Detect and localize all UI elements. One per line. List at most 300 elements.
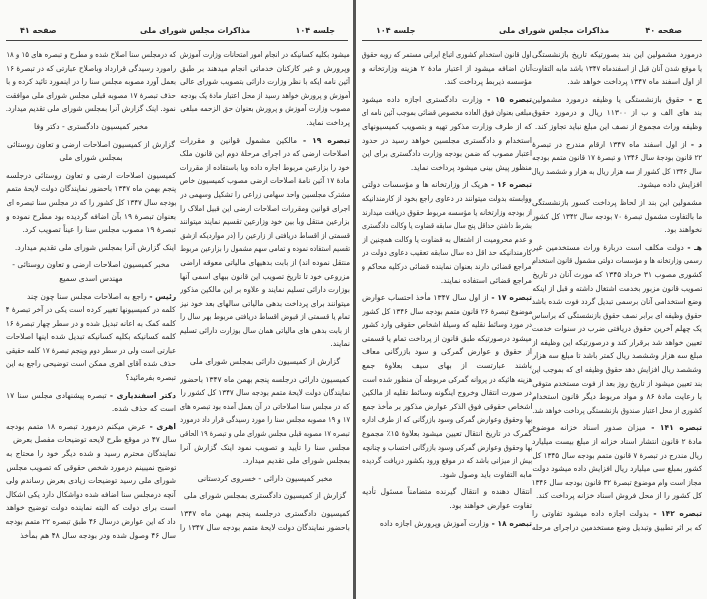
paragraph	[180, 507, 350, 534]
line-text: مجاز است وام موضوع تبصرهٔ ۳۲ قانون بودجه سال ۱۳۴۶	[532, 477, 702, 487]
page-number: صفحه ۴۰	[645, 26, 682, 35]
text-line	[180, 174, 350, 188]
paragraph	[180, 134, 350, 352]
line-text: تفاوت عوارض خواهند بود.	[449, 501, 532, 510]
line-text: انتقال دهنده و انتقال گیرنده متضامناً مسئول تأدیه	[362, 487, 532, 497]
line-text: یا موقع شدن آنان قبل از اسفندماه ۱۳۴۷ باشد مابه التفاوت	[532, 63, 702, 73]
paragraph	[6, 420, 176, 542]
text-line	[532, 322, 702, 336]
line-text: اشخاص حقوقی فوق الذکر عوارض مذکور بر مأخذ جمع	[362, 401, 532, 411]
text-line	[6, 330, 176, 344]
text-line	[180, 188, 350, 202]
line-text: از حقوق و عوارض گمرکی و سود بازرگانی معاف	[362, 347, 532, 357]
session-number: جلسه ۱۰۴	[376, 26, 416, 35]
line-text: وظیفه وراث مجموع از نصف این مبلغ نباید تجاوز کند.	[534, 121, 702, 131]
text-line	[532, 254, 702, 268]
page-header	[10, 26, 345, 38]
line-text: سال ۱۳۴۶ کل کشور از سه هزار ریال به هزار و ششصد ریال	[532, 166, 702, 176]
line-text: گزارش از کمیسیون اصلاحات ارضی و تعاون روستائی	[7, 139, 175, 149]
text-line	[6, 420, 176, 434]
text-line	[6, 402, 176, 416]
text-line	[362, 274, 532, 288]
line-text: میشود درصورتیکه طبق قانون از پرداخت تمام یا قسمتی	[362, 333, 532, 343]
line-text: دولت مکلف است دربارهٔ وراث مستخدمین غیر	[532, 242, 684, 252]
paragraph-lead: تبصره ۱۵ -	[482, 94, 532, 104]
line-text: کشوری از محل اعتبار صندوق بازنشستگی پرداخت خواهد شد.	[532, 405, 702, 415]
line-text: وپرورش و غیر کارکنان خدماتی انجام میدهند بر طبق	[180, 63, 350, 73]
line-text: کشور بمبلغ سی میلیارد ریال افزایش داده میشود دولت	[532, 464, 702, 474]
text-line	[532, 178, 702, 192]
paragraph-lead: د -	[686, 139, 702, 149]
line-text: بوزارت دارائی تسلیم نمایند و علاوه بر این مالکین مذکور	[180, 285, 350, 295]
line-text: تبصره پیشنهادی مجلس سنا ۱۷	[6, 390, 107, 400]
text-line	[180, 161, 350, 175]
text-line	[362, 291, 532, 305]
line-text: بها وحقوق وعوارض گمرکی وسود بازرگانی احتساب و چنانچه	[362, 442, 532, 452]
line-text: باحضور نمایندگان دولت لایحهٔ متمم بودجه سال ۱۳۴۷ را	[180, 522, 350, 532]
text-line	[532, 462, 702, 476]
centered-heading	[6, 258, 176, 285]
line-text: کمیسیون دادگستری درجلسه پنجم بهمن ماه ۱۳۴۷	[180, 509, 350, 518]
text-line	[180, 472, 350, 486]
line-text: تمام یا قسمتی از قبوض اقساط دریافتی مربوط بهر سال را	[180, 312, 350, 322]
text-line	[180, 337, 350, 351]
text-line	[6, 182, 176, 196]
paragraph-lead: تبصره ۱۷ -	[488, 293, 532, 303]
text-line	[180, 310, 350, 324]
line-text: مابه التفاوت باید وصول شود.	[439, 469, 532, 479]
text-line	[362, 62, 532, 76]
line-text: ۲۲ قانون بودجهٔ سال ۱۳۴۶ و تبصرهٔ ۱۷ قانون متمم بودجه	[532, 153, 702, 163]
text-line	[6, 151, 176, 165]
line-text: در صورت انتقال وخروج اینگونه وسائط نقلیه از مالکین	[362, 388, 532, 398]
paragraph-lead: دکتر اسفندیاری -	[106, 390, 176, 400]
line-text: گزارش از کمیسیون دادگستری بمجلس شورای ملی	[183, 491, 347, 501]
line-text: بشرط داشتن حداقل پنج سال سابقه قضاوت یا وکالت دادگستری	[362, 221, 532, 231]
line-text: آموزش و پرورش خواهد رسید از محل اعتبار مادهٔ یک بودجه	[180, 90, 350, 100]
text-line	[362, 192, 532, 206]
text-line	[532, 62, 702, 76]
paragraph	[362, 291, 532, 481]
line-text: بند تعیین میشود از تاریخ روز بعد از فوت مستخدم متوفی	[532, 378, 702, 388]
line-text: مراجع قضائی دارند بعنوان نماینده قضائی درکلیه محاکم و	[362, 261, 532, 271]
line-text: کل کشور را از محل فروش اسناد خزانه پرداخت کند.	[536, 491, 702, 501]
line-text: داد که این عوارض درسال ۴۶ طبق تبصره ۲۲ متمم بودجه	[6, 517, 176, 526]
line-text: ۱۷ و ۱۹ مصوبه مجلس سنا را مورد رسیدگی قرار داد درمورد	[180, 415, 350, 425]
text-line	[180, 256, 350, 270]
text-line	[6, 138, 176, 152]
text-line	[532, 336, 702, 350]
text-line	[532, 165, 702, 179]
line-text: درمورد مشمولین این بند بصورتیکه تاریخ بازنشستگی	[532, 50, 702, 59]
text-line	[6, 223, 176, 237]
text-line	[6, 317, 176, 331]
text-line	[362, 318, 532, 332]
text-line	[362, 93, 532, 107]
text-line	[362, 147, 532, 161]
text-line	[532, 476, 702, 490]
text-line	[532, 363, 702, 377]
text-line	[532, 138, 702, 152]
line-text: سال ۴۶ وصول شده ودر بودجه سال ۴۸ هم بمأخذ	[20, 530, 176, 540]
line-text: آئین نامه ایکه با نظر وزارت دارائی بتصویب شورای عالی	[180, 77, 350, 87]
paragraph	[362, 93, 532, 175]
paragraph	[532, 93, 702, 134]
text-line	[6, 89, 176, 103]
text-line	[180, 75, 350, 89]
text-line	[362, 386, 532, 400]
line-text: وزارت آموزش وپرورش اجازه داده	[379, 518, 489, 528]
text-line	[180, 48, 350, 62]
text-line	[362, 233, 532, 247]
line-text: کلمه در کمیسیونها تغییر کرده است یکی در آخر تبصرهٔ ۴	[6, 305, 176, 315]
text-line	[532, 377, 702, 391]
text-line	[362, 106, 532, 120]
line-text: توضیح نمیبینم درمورد شخص حقوقی که تصویب مجلس	[6, 462, 176, 472]
line-text: بیش از میزانی باشد که در موقع ورود بکشور دریافت گردیده	[362, 456, 532, 466]
line-text: میتوانند برای پرداخت بدهی مالیاتی سالهای بعد خود نیز	[180, 298, 350, 308]
text-line	[6, 75, 176, 89]
line-text: پنجم بهمن ماه ۱۳۴۷ باحضور نمایندگان دولت لایحهٔ متمم	[6, 184, 176, 194]
text-line	[180, 441, 350, 455]
line-text: افزایش داده میشود.	[637, 180, 702, 190]
line-text: وزارت دادگستری اجازه داده میشود	[362, 94, 483, 104]
line-text: مراجع قضائی استفاده نمایند.	[440, 275, 532, 285]
text-line	[180, 507, 350, 521]
paragraph	[180, 48, 350, 130]
text-line	[180, 242, 350, 256]
text-line	[6, 102, 176, 116]
text-line	[6, 461, 176, 475]
line-text: تبصره ۱۷ مصوبه قبلی مجلس شورای ملی و تبصرهٔ ۱۹ الحاقی	[180, 429, 350, 439]
page-header	[364, 26, 702, 38]
centered-heading	[6, 138, 176, 165]
line-text: آنان اضافه میشود از اعتبار مادهٔ ۲ هزینه وزارتخانه و	[362, 63, 532, 73]
paragraph	[6, 48, 176, 116]
line-text: که در مجلس سنا اصلاحاتی در آن بعمل آمده بود تبصره های	[180, 401, 350, 411]
line-text: حذف تبصرهٔ ۱۷ مصوبه قبلی مجلس شورای ملی موافقت	[6, 90, 176, 100]
text-line	[362, 48, 532, 62]
line-text: مشترک مجلسین واحد سهامی زراعی را تشکیل وسهمی در	[180, 189, 350, 199]
line-text: نمایندگان محترم رسید و شده دیگر خود را محتاج به	[6, 449, 176, 459]
text-line	[6, 196, 176, 210]
line-text: گزارش از کمیسیون دارائی بمجلس شورای ملی	[189, 357, 341, 367]
text-line	[532, 210, 702, 224]
text-line	[532, 404, 702, 418]
line-text: در مورد وسائط نقلیه که وسیلهٔ اشخاص حقوقی وارد کشور	[362, 320, 532, 330]
line-text: باشند عبارتست از بهای سیف بعلاوهٔ جمع	[362, 361, 532, 371]
line-text: اصلاحات ارضی که در اجرای مرحلهٔ دوم این قانون ملک	[180, 149, 350, 159]
line-text: بزارعین منتقل وبا بین خود وزارعین تقسیم نمایند میتوانند	[180, 217, 350, 227]
text-line	[180, 89, 350, 103]
text-line	[532, 241, 702, 255]
line-text: میشود بکلیه کسانیکه در انجام امور امتحانات وزارت آموزش	[180, 50, 350, 59]
text-line	[6, 48, 176, 62]
line-text: بدولت اجازه داده میشود تفاوتی را	[532, 509, 649, 518]
line-text: ریال مندرج در تبصرهٔ ۷ قانون متمم بودجه سال ۱۳۴۵ کل	[532, 450, 702, 460]
line-text: از اول سال ۱۳۴۷ مأخذ احتساب عوارض	[362, 293, 489, 303]
centered-heading	[180, 355, 350, 369]
text-line	[6, 474, 176, 488]
line-text: وششصد ریال افزایش دهد حقوق وظیفه ای که بموجب این	[532, 365, 702, 375]
text-line	[6, 210, 176, 224]
text-line	[362, 161, 532, 175]
centered-heading	[180, 472, 350, 486]
line-text: منظور پیش بینی میشود پرداخت نماید.	[410, 162, 532, 172]
paragraph-lead: تبصره ۱۹ -	[297, 135, 350, 145]
line-text: اینک گزارش آنرا بمجلس شورای ملی تقدیم میدارد.	[14, 242, 176, 252]
text-line	[532, 151, 702, 165]
text-line	[6, 303, 176, 317]
text-line	[362, 427, 532, 441]
text-line	[532, 223, 702, 237]
line-text: قسمتی از اقساط دریافتی از زارعین را (در مواردیکه ازشق	[180, 230, 350, 240]
line-text: مخبر کمیسیون اصلاحات ارضی و تعاون روستائی -	[12, 260, 170, 270]
line-text: بمجلس شورای ملی	[59, 153, 123, 163]
text-line	[532, 106, 702, 120]
line-text: پرداخت نماید.	[306, 117, 350, 127]
text-line	[362, 219, 532, 233]
text-line	[6, 290, 176, 304]
text-line	[362, 305, 532, 319]
text-line	[362, 332, 532, 346]
paragraph	[6, 290, 176, 385]
line-text: کلمه کسانیکه بکلیه کسانیکه تبدیل شده اینها اصلاحات	[6, 332, 176, 342]
line-text: مشمولین این بند از لحاظ پرداخت کسور بازنشستگی	[532, 197, 702, 207]
line-text: عبارتی است ولی در سطر دوم وپنجم تبصرهٔ ۱۷ کلمه حقیقی	[6, 345, 176, 355]
line-text: میزان صدور اسناد خزانه موضوع	[532, 423, 646, 433]
line-text: از بابت بدهی های مالیاتی همان سال بوزارت دارائی تسلیم	[180, 325, 350, 335]
line-text: استخدام و دادگستری مجلسین خواهد رسید در حدود	[362, 135, 532, 145]
text-line	[532, 120, 702, 134]
line-text: منتقل نموده اند) از بابت بدهیهای مالیاتی معوقه اراضی	[180, 257, 350, 267]
text-line	[180, 489, 350, 503]
text-column	[6, 48, 176, 596]
text-line	[532, 449, 702, 463]
session-number: جلسه ۱۰۴	[295, 26, 335, 35]
paragraph	[6, 169, 176, 237]
text-line	[362, 345, 532, 359]
text-line	[6, 169, 176, 183]
text-line	[532, 390, 702, 404]
text-line	[180, 62, 350, 76]
text-line	[180, 355, 350, 369]
line-text: با رعایت مادهٔ ۸۶ و مواد مربوط دیگر قانون استخدام	[532, 392, 702, 402]
line-text: مالکین مشمول قوانین و مقررات	[180, 135, 298, 145]
line-text: از اول اسفند ماه ۱۳۴۷ پرداخت خواهد شد.	[567, 77, 702, 87]
text-line	[180, 147, 350, 161]
text-line	[362, 359, 532, 373]
paragraph	[6, 389, 176, 416]
text-line	[362, 454, 532, 468]
line-text: حقوق وظیفه ای برابر نصف حقوق بازنشستگی که براساس	[532, 310, 702, 320]
text-column	[362, 48, 532, 596]
text-line	[532, 282, 702, 296]
line-text: کمیسیون دارائی درجلسه پنجم بهمن ماه ۱۳۴۷ باحضور	[180, 374, 350, 384]
line-text: مبلغ سه هزار وششصد ریال کمتر باشد تا مبلغ سه هزار	[532, 351, 702, 361]
line-text: مخبر کمیسیون دادگستری - دکتر وفا	[34, 121, 148, 131]
line-text: و عدم محرومیت از اشتغال به قضاوت یا وکالت همچنین از	[362, 234, 532, 244]
paragraph-lead: اهری -	[145, 421, 176, 431]
line-text: موضوع تبصرهٔ ۲۶ قانون متمم بودجه سال ۱۳۴۶ کل کشور	[362, 306, 532, 316]
text-line	[180, 102, 350, 116]
line-text: گمرک در تاریخ انتقال تعیین میشود بعلاوهٔ ۱۵٪ مجموع	[362, 429, 532, 439]
line-text: آنچه درمجلس سنا اضافه شده دواشکال دارد یکی اشکال	[6, 489, 176, 499]
text-line	[362, 246, 532, 260]
text-line	[180, 297, 350, 311]
line-text: است برای دولت که البته نماینده دولت توضیح خواهد	[6, 503, 176, 513]
centered-heading	[180, 489, 350, 503]
line-text: مادهٔ ۱۷ آئین نامهٔ اصلاحات ارضی مصوب کمیسیون خاص	[180, 176, 350, 186]
text-line	[532, 421, 702, 435]
line-text: اول قانون استخدام کشوری اتباع ایرانی مستمر که روبه حقوق	[362, 50, 532, 59]
text-line	[532, 93, 702, 107]
line-text: حقوق بازنشستگی یا وظیفه درمورد مشمولین	[532, 94, 685, 104]
line-text: بعنوان تبصرهٔ ۱۹ بآن اضافه گردیده بود مطرح نموده و	[6, 211, 176, 221]
line-text: که بر اثر تطبیق وتبدیل وضع مستخدمین دراجرای مرحله	[532, 522, 702, 532]
line-text: یک چهلم آخرین حقوق دریافتی ضرب در سنوات خدمت	[532, 324, 702, 334]
text-line	[362, 178, 532, 192]
text-line	[532, 75, 702, 89]
text-line	[6, 433, 176, 447]
text-line	[180, 413, 350, 427]
paragraph-lead: تبصره ۱۸ -	[488, 518, 532, 528]
line-text: نمود. اینک گزارش آنرا بمجلس شورای ملی تقدیم میدارد.	[6, 104, 176, 114]
line-text: کشوری مصوب ۳۱ خرداد ۱۳۴۵ که مورث آنان در تاریخ	[532, 269, 702, 279]
line-text: رسمی وزارتخانه ها و مؤسسات دولتی مشمول قانون استخدام	[532, 256, 702, 266]
paragraph-lead: تبصره ۱۴۱ -	[645, 423, 702, 433]
text-line	[180, 454, 350, 468]
text-line	[362, 468, 532, 482]
text-line	[362, 373, 532, 387]
text-line	[532, 507, 702, 521]
line-text: مخبر کمیسیون دارائی - خسروی کردستانی	[197, 473, 333, 483]
line-text: بعمل آورد مصوبه مجلس سنا را در اینمورد تائید کرده و با	[6, 77, 176, 87]
centered-heading	[6, 120, 176, 134]
line-text: نخواهند بود.	[664, 225, 702, 235]
paragraph	[532, 196, 702, 237]
text-line	[180, 215, 350, 229]
line-text: ووابسته بدولت میتوانند در دعاوی راجع بخود از کارمندانیکه	[362, 193, 532, 203]
line-text: مجلس سنا را تأیید و تصویب نمود اینک گزارش آنرا	[180, 442, 350, 452]
paragraph	[362, 517, 532, 531]
text-line	[180, 324, 350, 338]
paragraph	[532, 507, 702, 534]
paragraph-lead: رئیس -	[146, 291, 176, 301]
line-text: تبصرهٔ ۱۹ مصوب مجلس سنا را عیناً تصویب کرد.	[22, 225, 176, 235]
line-text: تعیین خواهد شد برقرار کند و درصورتیکه این وظیفه از	[532, 337, 702, 347]
line-text: است که حذف شده.	[111, 404, 176, 414]
running-title: مذاکرات مجلس شورای ملی	[499, 26, 610, 35]
text-line	[6, 515, 176, 529]
paragraph-lead: تبصره ۱۴۲ -	[648, 509, 702, 518]
text-line	[362, 400, 532, 414]
text-line	[180, 521, 350, 535]
line-text: بند های الف و ب از ۱۱۳۰۰ ریال و درمورد حقوق	[532, 108, 702, 118]
line-text: مصوب وزارت آموزش و پرورش بعنوان حق الزحمه مبلغی	[180, 104, 350, 114]
text-line	[362, 485, 532, 499]
paragraph	[180, 373, 350, 468]
text-line	[180, 400, 350, 414]
paragraph	[362, 485, 532, 512]
line-text: اجرای قوانین ومقررات اصلاحات ارضی این قبیل املاک را	[180, 203, 350, 213]
paragraph-lead: هـ -	[683, 242, 702, 252]
right-page	[356, 0, 707, 599]
line-text: مبلغی بعنوان فوق العاده مخصوص قضائی بموجب آئین نامه ای	[362, 108, 532, 118]
line-text: بها وحقوق وعوارض گمرکی وسود بازرگانی که از طرف اداره	[362, 415, 532, 425]
line-text: از اول اسفند ماه ۱۳۴۷ ارقام مندرج در تبصرهٔ	[532, 139, 687, 149]
line-text: عرض میکنم درمورد تبصره ۱۸ متمم بودجه	[6, 421, 146, 431]
line-text: مهندس اسدی سمیع	[59, 273, 123, 283]
text-line	[362, 134, 532, 148]
line-text: که درمجلس سنا اصلاح شده و مطرح و تبصره های ۱۵ و ۱۸	[6, 50, 176, 59]
line-text: تبصره بفرمائید؟	[125, 373, 176, 383]
line-text: هزینه هائیکه در پروانه گمرکی مربوطه آن منظور شده است	[362, 374, 532, 384]
text-line	[362, 75, 532, 89]
text-line	[180, 229, 350, 243]
text-line	[6, 357, 176, 371]
text-line	[6, 501, 176, 515]
line-text: ما بالتفاوت مشمول تبصرهٔ ۷۰ بودجه سال ۱۳۴۲ کل کشور	[532, 211, 702, 221]
text-column	[532, 48, 702, 596]
text-line	[6, 529, 176, 543]
text-line	[362, 120, 532, 134]
line-text: بودجه سال ۱۳۴۷ کل کشور را که در مجلس سنا تبصره ای	[6, 197, 176, 207]
text-column	[180, 48, 350, 596]
text-line	[532, 196, 702, 210]
paragraph	[532, 138, 702, 192]
text-line	[180, 270, 350, 284]
line-text: تقسیم استفاده نموده و تمامی سهم مشمول را بزارعین مربوط	[180, 244, 350, 254]
text-line	[362, 413, 532, 427]
line-text: خود را بزارعین مربوط اجاره داده ویا باستفاده از مقررات	[180, 162, 350, 172]
paragraph-lead: ج -	[684, 94, 702, 104]
line-text: سال ۴۷ در موقع طرح لایحه توضیحات مفصل بعرض	[12, 435, 176, 445]
text-line	[6, 62, 176, 76]
text-line	[6, 272, 176, 286]
text-line	[6, 120, 176, 134]
text-line	[532, 268, 702, 282]
line-text: مادهٔ ۲ قانون انتشار اسناد خزانه از مبلغ بیست میلیارد	[532, 437, 702, 447]
text-line	[6, 488, 176, 502]
text-line	[6, 389, 176, 403]
paragraph	[532, 48, 702, 89]
text-line	[180, 427, 350, 441]
paragraph-lead: تبصره ۱۶ -	[488, 180, 532, 190]
text-line	[180, 134, 350, 148]
text-line	[532, 435, 702, 449]
line-text: کارمندانیکه حد اقل ده سال سابقه تعقیب دعاوی دولت در	[362, 248, 532, 258]
text-line	[362, 441, 532, 455]
line-text: راجع به اصلاحات مجلس سنا چون چند	[26, 291, 147, 301]
paragraph	[362, 178, 532, 287]
header-rule	[6, 40, 348, 41]
text-line	[362, 206, 532, 220]
line-text: وضع استخدامی آنان برسمی تبدیل گردد فوت شده باشد	[532, 297, 702, 307]
line-text: تصویب قانون مزبور بخدمت اشتغال داشته و قبل از اینکه	[532, 283, 702, 293]
text-line	[180, 283, 350, 297]
text-line	[6, 258, 176, 272]
text-line	[532, 295, 702, 309]
line-text: کلمه کمک به اعانه تبدیل شده و در سطر چهار تبصرهٔ ۱۶	[6, 318, 176, 328]
text-line	[532, 349, 702, 363]
header-rule	[362, 40, 702, 41]
text-line	[180, 202, 350, 216]
line-text: از بودجه وزارتخانه یا مؤسسه مربوط حقوق دریافت میدارند	[362, 207, 532, 217]
text-line	[6, 241, 176, 255]
text-line	[362, 517, 532, 531]
line-text: که از طرف وزارت مذکور تهیه و بتصویب کمیسیونهای	[362, 121, 532, 131]
